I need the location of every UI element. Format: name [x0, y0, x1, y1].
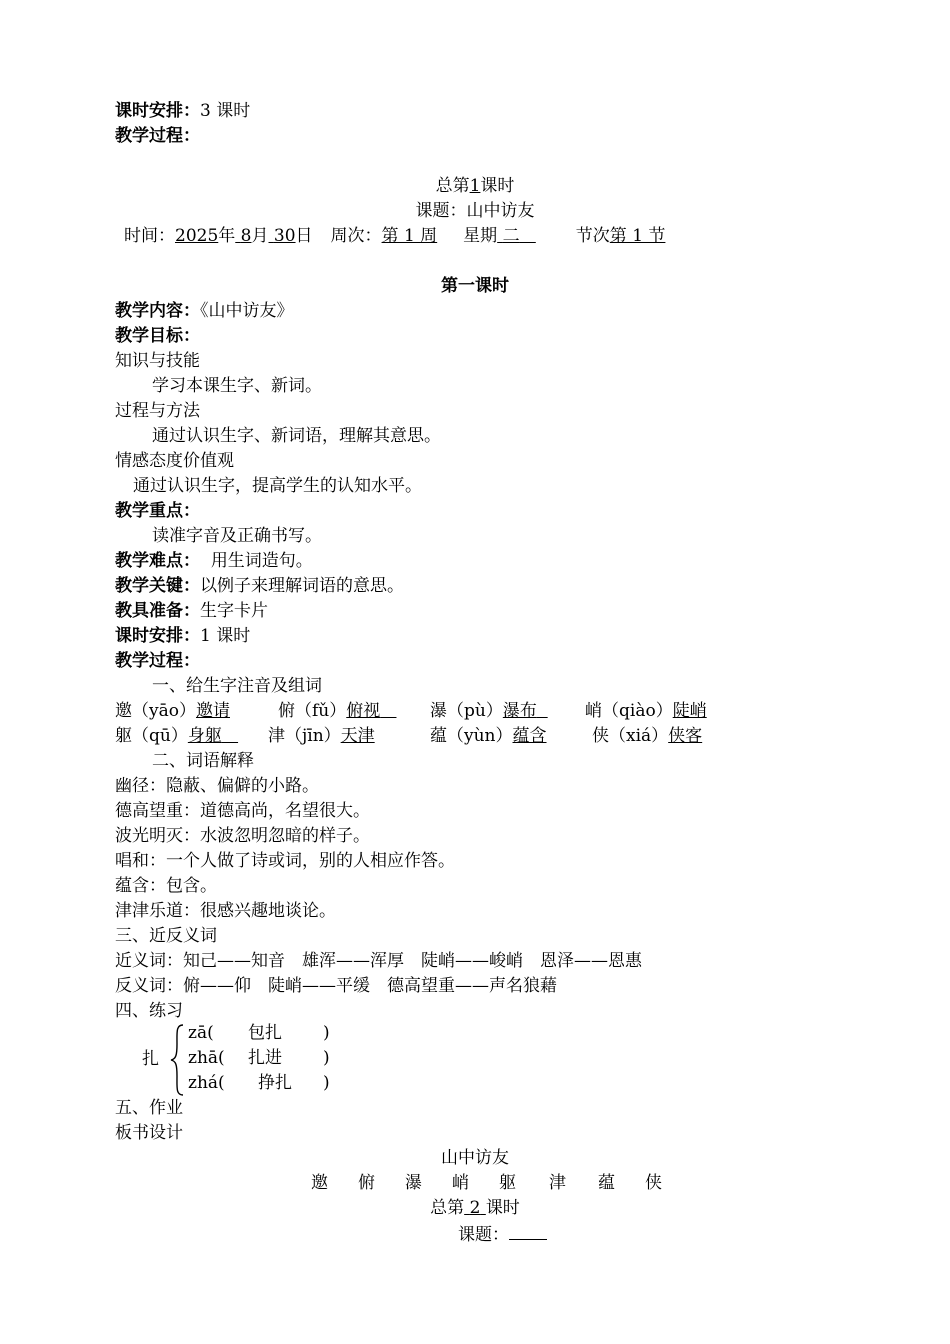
char-item: 邀（yāo）邀请	[115, 701, 230, 721]
section5-title: 五、作业	[115, 1098, 183, 1118]
day-suffix: 日	[295, 226, 313, 246]
crux-line	[115, 574, 404, 599]
char-item: 侠（xiá）侠客	[592, 726, 703, 746]
board-char: 邀	[311, 1173, 328, 1193]
emotion-text: 通过认识生字，提高学生的认知水平。	[133, 476, 422, 496]
knowledge-text: 学习本课生字、新词。	[152, 376, 322, 396]
day-value: 30	[273, 226, 296, 246]
total-suffix: 课时	[485, 1198, 520, 1218]
tools-line	[115, 599, 268, 624]
char-item: 躯（qū）身躯	[115, 726, 222, 746]
time-label: 时间：	[124, 226, 175, 246]
content-label: 教学内容：	[115, 301, 200, 321]
month-value: 8	[240, 226, 252, 246]
hours-label: 课时安排：	[115, 626, 200, 646]
goal-label: 教学目标：	[115, 326, 200, 346]
lesson2-topic	[458, 1221, 547, 1246]
year-value: 2025	[175, 226, 219, 246]
total-number: 1	[469, 176, 481, 196]
difficult-line	[115, 549, 313, 574]
week-label: 周次：	[330, 226, 382, 246]
board-label: 板书设计	[115, 1123, 183, 1143]
tools-label: 教具准备：	[115, 601, 200, 621]
section4-title: 四、练习	[115, 1001, 183, 1021]
reading-item: zhá( 挣扎 )	[188, 1073, 330, 1093]
board-char: 躯	[499, 1173, 516, 1193]
hours-line	[115, 624, 250, 649]
section1-title: 一、给生字注音及组词	[152, 676, 322, 696]
knowledge-label: 知识与技能	[115, 351, 200, 371]
emotion-label: 情感态度价值观	[115, 451, 234, 471]
definition-item: 波光明灭：水波忽明忽暗的样子。	[115, 826, 370, 846]
char-item: 俯（fǔ）俯视	[278, 701, 381, 721]
definition-item: 蕴含：包含。	[115, 876, 217, 896]
brace-icon	[170, 1024, 184, 1096]
section3-title: 三、近反义词	[115, 926, 217, 946]
board-char: 蕴	[598, 1173, 615, 1193]
definition-item: 津津乐道：很感兴趣地谈论。	[115, 901, 336, 921]
section2-title: 二、词语解释	[152, 751, 254, 771]
lesson1-time-line	[124, 224, 665, 249]
board-char: 俯	[358, 1173, 375, 1193]
definition-item: 唱和：一个人做了诗或词，别的人相应作答。	[115, 851, 455, 871]
char-row-2	[115, 724, 815, 749]
process-heading: 教学过程：	[115, 126, 200, 146]
char-row-1	[115, 699, 815, 724]
schedule-line	[115, 99, 250, 124]
plan-process-label: 教学过程：	[115, 651, 200, 671]
difficult-label: 教学难点：	[115, 551, 200, 571]
key-text: 读准字音及正确书写。	[152, 526, 322, 546]
char-item: 津（jīn）天津	[268, 726, 375, 746]
topic-blank	[509, 1221, 547, 1240]
schedule-label: 课时安排：	[115, 101, 200, 121]
practice-char: 扎	[142, 1049, 159, 1069]
total-number: 2	[469, 1198, 481, 1218]
definition-item: 德高望重：道德高尚，名望很大。	[115, 801, 370, 821]
board-char: 瀑	[405, 1173, 422, 1193]
char-item: 瀑（pù）瀑布	[430, 701, 537, 721]
crux-text: 以例子来理解词语的意思。	[200, 576, 404, 596]
lesson1-topic: 课题：山中访友	[415, 201, 535, 221]
total-suffix: 课时	[480, 176, 515, 196]
week-value: 第 1 周	[381, 226, 438, 246]
topic-label: 课题：	[458, 1225, 509, 1245]
synonyms-line: 近义词：知己——知音 雄浑——浑厚 陡峭——峻峭 恩泽——恩惠	[115, 951, 642, 971]
reading-item: zhā( 扎进 )	[188, 1048, 330, 1068]
period-label: 节次	[575, 226, 610, 246]
char-item: 峭（qiào）陡峭	[585, 701, 707, 721]
board-title: 山中访友	[441, 1148, 509, 1168]
hours-text: 1 课时	[200, 626, 251, 646]
key-label: 教学重点：	[115, 501, 200, 521]
lesson1-total	[0, 174, 950, 199]
year-suffix: 年	[218, 226, 236, 246]
weekday-value: 二	[502, 226, 520, 246]
tools-text: 生字卡片	[200, 601, 268, 621]
board-char: 峭	[452, 1173, 469, 1193]
month-suffix: 月	[251, 226, 269, 246]
difficult-text: 用生词造句。	[210, 551, 313, 571]
lesson-heading: 第一课时	[441, 276, 509, 296]
reading-item: zā( 包扎 )	[188, 1023, 330, 1043]
total-prefix: 总第	[435, 176, 470, 196]
content-value: 《山中访友》	[200, 301, 294, 321]
process-method-label: 过程与方法	[115, 401, 200, 421]
process-method-text: 通过认识生字、新词语，理解其意思。	[152, 426, 441, 446]
char-item: 蕴（yùn）蕴含	[430, 726, 547, 746]
total-prefix: 总第	[430, 1198, 465, 1218]
content-line	[115, 299, 294, 324]
antonyms-line: 反义词：俯——仰 陡峭——平缓 德高望重——声名狼藉	[115, 976, 557, 996]
board-chars	[0, 1171, 950, 1196]
weekday-label: 星期	[463, 226, 498, 246]
lesson2-total	[0, 1196, 950, 1221]
board-char: 侠	[645, 1173, 662, 1193]
board-char: 津	[549, 1173, 566, 1193]
definition-item: 幽径：隐蔽、偏僻的小路。	[115, 776, 319, 796]
period-value: 第 1 节	[609, 226, 666, 246]
crux-label: 教学关键：	[115, 576, 200, 596]
schedule-value: 3 课时	[200, 101, 251, 121]
